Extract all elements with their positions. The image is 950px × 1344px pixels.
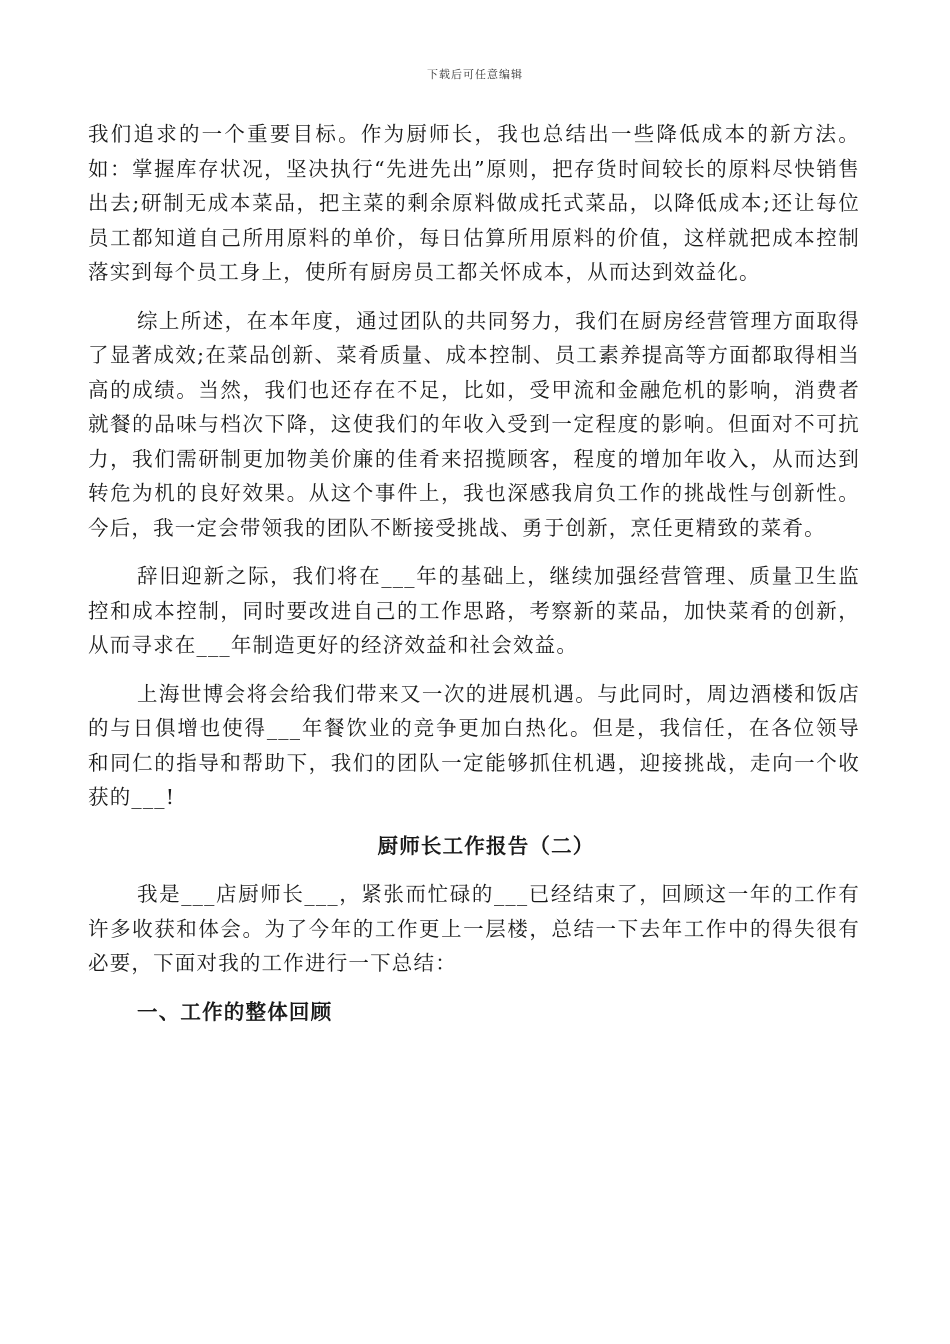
paragraph-new-year-plan: 辞旧迎新之际，我们将在___年的基础上，继续加强经营管理、质量卫生监控和成本控制，同时要改进自己的工作思路，考察新的菜品，加快菜肴的创新，从而寻求在___年制造更好的经济效益和社会效益。 (88, 564, 860, 657)
paragraph-summary: 综上所述，在本年度，通过团队的共同努力，我们在厨房经营管理方面取得了显著成效;在菜品创新、菜肴质量、成本控制、员工素养提高等方面都取得相当高的成绩。当然，我们也还存在不足，比如，受甲流和金融危机的影响，消费者就餐的品味与档次下降，这使我们的年收入受到一定程度的影响。但面对不可抗力，我们需研制更加物美价廉的佳肴来招揽顾客，程度的增加年收入，从而达到转危为机的良好效果。从这个事件上，我也深感我肩负工作的挑战性与创新性。今后，我一定会带领我的团队不断接受挑战、勇于创新，烹任更精致的菜肴。 (88, 308, 860, 540)
header-note: 下载后可任意编辑 (427, 68, 523, 81)
paragraph-expo-opportunity: 上海世博会将会给我们带来又一次的进展机遇。与此同时，周边酒楼和饭店的与日俱增也使得___年餐饮业的竞争更加白热化。但是，我信任，在各位领导和同仁的指导和帮助下，我们的团队一定能够抓住机遇，迎接挑战，走向一个收获的___! (88, 681, 860, 809)
subheading: 一、工作的整体回顾 (137, 999, 333, 1024)
paragraph-introduction: 我是___店厨师长___，紧张而忙碌的___已经结束了，回顾这一年的工作有许多收获和体会。为了今年的工作更上一层楼，总结一下去年工作中的得失很有必要，下面对我的工作进行一下总结： (88, 882, 860, 975)
paragraph-cost-methods: 我们追求的一个重要目标。作为厨师长，我也总结出一些降低成本的新方法。如：掌握库存状况，坚决执行“先进先出”原则，把存货时间较长的原料尽快销售出去;研制无成本菜品，把主菜的剩余原料做成托式菜品，以降低成本;还让每位员工都知道自己所用原料的单价，每日估算所用原料的价值，这样就把成本控制落实到每个员工身上，使所有厨房员工都关怀成本，从而达到效益化。 (88, 122, 860, 284)
document-body (88, 117, 860, 1029)
section-title: 厨师长工作报告（二） (377, 833, 595, 858)
